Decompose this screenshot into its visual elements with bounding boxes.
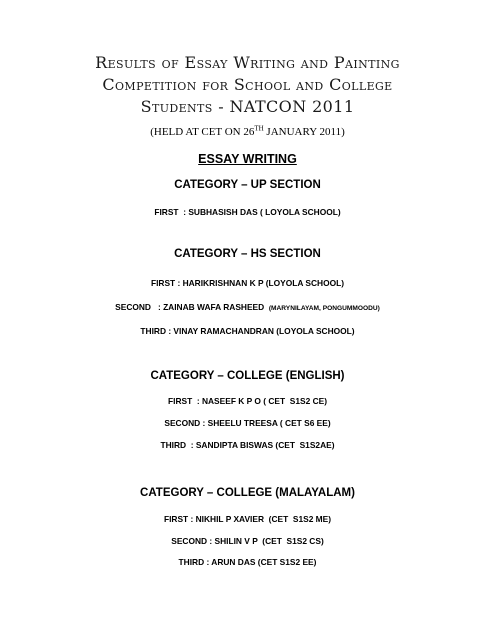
malayalam-first-entry: FIRST : NIKHIL P XAVIER (CET S1S2 ME): [163, 514, 332, 524]
category-hs-section: CATEGORY – HS SECTION: [174, 248, 321, 260]
category-up-section: CATEGORY – UP SECTION: [174, 179, 321, 191]
up-first-entry: FIRST : SUBHASISH DAS ( LOYOLA SCHOOL): [154, 207, 341, 217]
title-line-2: Competition for School and College: [102, 75, 393, 94]
section-heading-essay-writing: ESSAY WRITING: [198, 152, 297, 166]
held-note: [0, 126, 495, 138]
title-line-1: Results of Essay Writing and Painting: [95, 53, 400, 72]
hs-second-entry: [0, 302, 495, 312]
malayalam-second-entry: SECOND : SHILIN V P (CET S1S2 CS): [171, 536, 324, 546]
hs-second-affiliation: (MARYNILAYAM, PONGUMMOODU): [268, 305, 380, 312]
held-suffix: JANUARY 2011): [263, 126, 345, 138]
english-third-entry: THIRD : SANDIPTA BISWAS (CET S1S2AE): [160, 440, 335, 450]
hs-third-entry: THIRD : VINAY RAMACHANDRAN (LOYOLA SCHOOL): [140, 326, 355, 336]
malayalam-third-entry: THIRD : ARUN DAS (CET S1S2 EE): [178, 557, 317, 567]
hs-second-name: SECOND : ZAINAB WAFA RASHEED: [115, 302, 265, 312]
category-college-malayalam: CATEGORY – COLLEGE (MALAYALAM): [140, 487, 355, 499]
held-superscript: TH: [254, 124, 264, 133]
english-second-entry: SECOND : SHEELU TREESA ( CET S6 EE): [164, 418, 331, 428]
hs-first-entry: FIRST : HARIKRISHNAN K P (LOYOLA SCHOOL): [150, 278, 345, 288]
category-college-english: CATEGORY – COLLEGE (ENGLISH): [150, 370, 345, 382]
title-line-3: Students - NATCON 2011: [140, 97, 355, 116]
english-first-entry: FIRST : NASEEF K P O ( CET S1S2 CE): [168, 396, 327, 406]
held-prefix: (HELD AT CET ON 26: [150, 126, 255, 138]
